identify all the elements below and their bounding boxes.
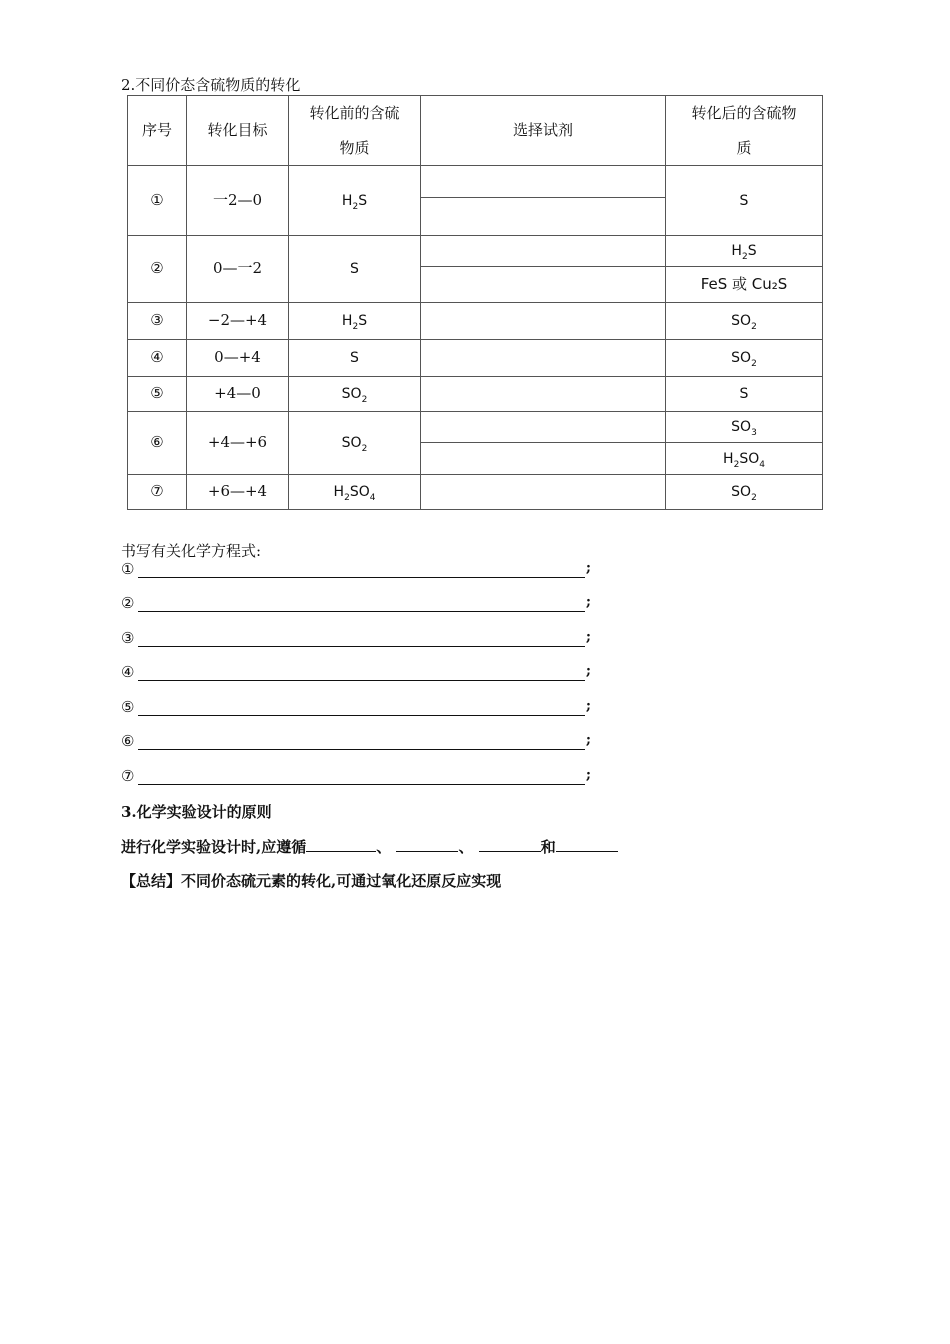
row-after [666, 303, 823, 340]
reagent-cell [421, 412, 666, 443]
reagent-cell [421, 475, 666, 510]
formula-before: $SO_2$ [341, 435, 368, 455]
equation-number: ⑤ [121, 698, 135, 716]
reagent-cell [421, 443, 666, 475]
row-before [289, 303, 421, 340]
formula-before: S [350, 350, 359, 367]
table-row [128, 340, 823, 377]
principle-blank-4[interactable] [556, 837, 618, 852]
summary-text: 【总结】不同价态硫元素的转化,可通过氧化还原反应实现 [121, 872, 502, 890]
formula-after: $SO_3$ [731, 419, 757, 439]
formula-before: S [350, 261, 359, 278]
reagent-cell [421, 166, 666, 198]
principle-sentence [121, 836, 618, 857]
principle-blank-1[interactable] [306, 837, 376, 852]
section2-title: 2.不同价态含硫物质的转化 [121, 76, 301, 94]
answer-blank[interactable] [138, 784, 585, 785]
formula-after: S [739, 386, 749, 403]
formula-before: $H_2SO_4$ [333, 484, 376, 504]
row-after [666, 377, 823, 412]
row-num: ④ [128, 340, 187, 377]
equation-line[interactable] [121, 732, 601, 752]
row-after [666, 340, 823, 377]
equation-line[interactable] [121, 698, 601, 718]
principle-sep-1: 、 [376, 838, 392, 856]
formula-before: $H_2S$ [341, 192, 368, 212]
reagent-cell [421, 377, 666, 412]
equation-end: ; [585, 732, 591, 748]
formula-before: $SO_2$ [341, 386, 368, 406]
principle-sep-2: 、 [458, 838, 474, 856]
answer-blank[interactable] [138, 577, 585, 578]
principle-prefix: 进行化学实验设计时,应遵循 [121, 838, 307, 856]
equation-number: ⑦ [121, 767, 135, 785]
equation-end: ; [585, 698, 591, 714]
row-before [289, 236, 421, 303]
equation-line[interactable] [121, 560, 601, 580]
header-target: 转化目标 [187, 96, 289, 166]
section3-title: 3.化学实验设计的原则 [121, 803, 272, 821]
answer-blank[interactable] [138, 680, 585, 681]
formula-after: $H_2S$ [731, 243, 757, 263]
header-after-line2: 质 [736, 138, 752, 157]
row-before [289, 377, 421, 412]
header-before-line1: 转化前的含硫 [309, 104, 400, 122]
equation-line[interactable] [121, 629, 601, 649]
row-target: −2—+4 [187, 303, 289, 340]
row-before [289, 412, 421, 475]
header-after-line1: 转化后的含硫物 [691, 104, 797, 122]
header-before [289, 96, 421, 166]
formula-after: $SO_2$ [731, 350, 757, 370]
table-row [128, 236, 823, 267]
row-num: ⑤ [128, 377, 187, 412]
answer-blank[interactable] [138, 715, 585, 716]
equation-end: ; [585, 594, 591, 610]
row-target: +4—+6 [187, 412, 289, 475]
row-after-alt: FeS 或 Cu₂S [666, 267, 823, 303]
reagent-cell [421, 236, 666, 267]
header-index: 序号 [128, 96, 187, 166]
equations-label: 书写有关化学方程式: [121, 542, 262, 560]
principle-blank-2[interactable] [396, 837, 458, 852]
table-row [128, 377, 823, 412]
equation-line[interactable] [121, 594, 601, 614]
reagent-cell [421, 303, 666, 340]
answer-blank[interactable] [138, 611, 585, 612]
header-reagent: 选择试剂 [421, 96, 666, 166]
answer-blank[interactable] [138, 646, 585, 647]
table-row [128, 475, 823, 510]
formula-after: S [739, 192, 749, 209]
principle-conj: 和 [540, 838, 556, 856]
equation-end: ; [585, 560, 591, 576]
equation-end: ; [585, 663, 591, 679]
row-target: 0—一2 [187, 236, 289, 303]
answer-blank[interactable] [138, 749, 585, 750]
row-target: +4—0 [187, 377, 289, 412]
table-row [128, 412, 823, 443]
row-before [289, 340, 421, 377]
row-num: ① [128, 166, 187, 236]
reagent-cell [421, 340, 666, 377]
row-after-alt [666, 443, 823, 475]
table-header-row [128, 96, 823, 166]
equation-number: ① [121, 560, 135, 578]
row-target: +6—+4 [187, 475, 289, 510]
row-num: ② [128, 236, 187, 303]
row-after [666, 166, 823, 236]
row-target: 一2—0 [187, 166, 289, 236]
principle-blank-3[interactable] [479, 837, 541, 852]
reagent-cell [421, 267, 666, 303]
row-before [289, 166, 421, 236]
table-row [128, 303, 823, 340]
row-num: ③ [128, 303, 187, 340]
table-row [128, 166, 823, 198]
equation-number: ⑥ [121, 732, 135, 750]
formula-after: $SO_2$ [731, 484, 757, 504]
equation-end: ; [585, 629, 591, 645]
row-num: ⑥ [128, 412, 187, 475]
row-target: 0—+4 [187, 340, 289, 377]
row-after [666, 475, 823, 510]
sulfur-conversion-table [127, 95, 823, 510]
equation-number: ④ [121, 663, 135, 681]
equation-line[interactable] [121, 767, 601, 787]
row-num: ⑦ [128, 475, 187, 510]
row-after [666, 412, 823, 443]
header-after [666, 96, 823, 166]
equation-number: ③ [121, 629, 135, 647]
equation-end: ; [585, 767, 591, 783]
equation-line[interactable] [121, 663, 601, 683]
formula-before: $H_2S$ [341, 313, 368, 333]
row-after [666, 236, 823, 267]
header-before-line2: 物质 [339, 138, 370, 157]
reagent-cell [421, 198, 666, 236]
formula-after: $H_2SO_4$ [723, 450, 765, 470]
equation-number: ② [121, 594, 135, 612]
formula-after: $SO_2$ [731, 313, 757, 333]
row-before [289, 475, 421, 510]
